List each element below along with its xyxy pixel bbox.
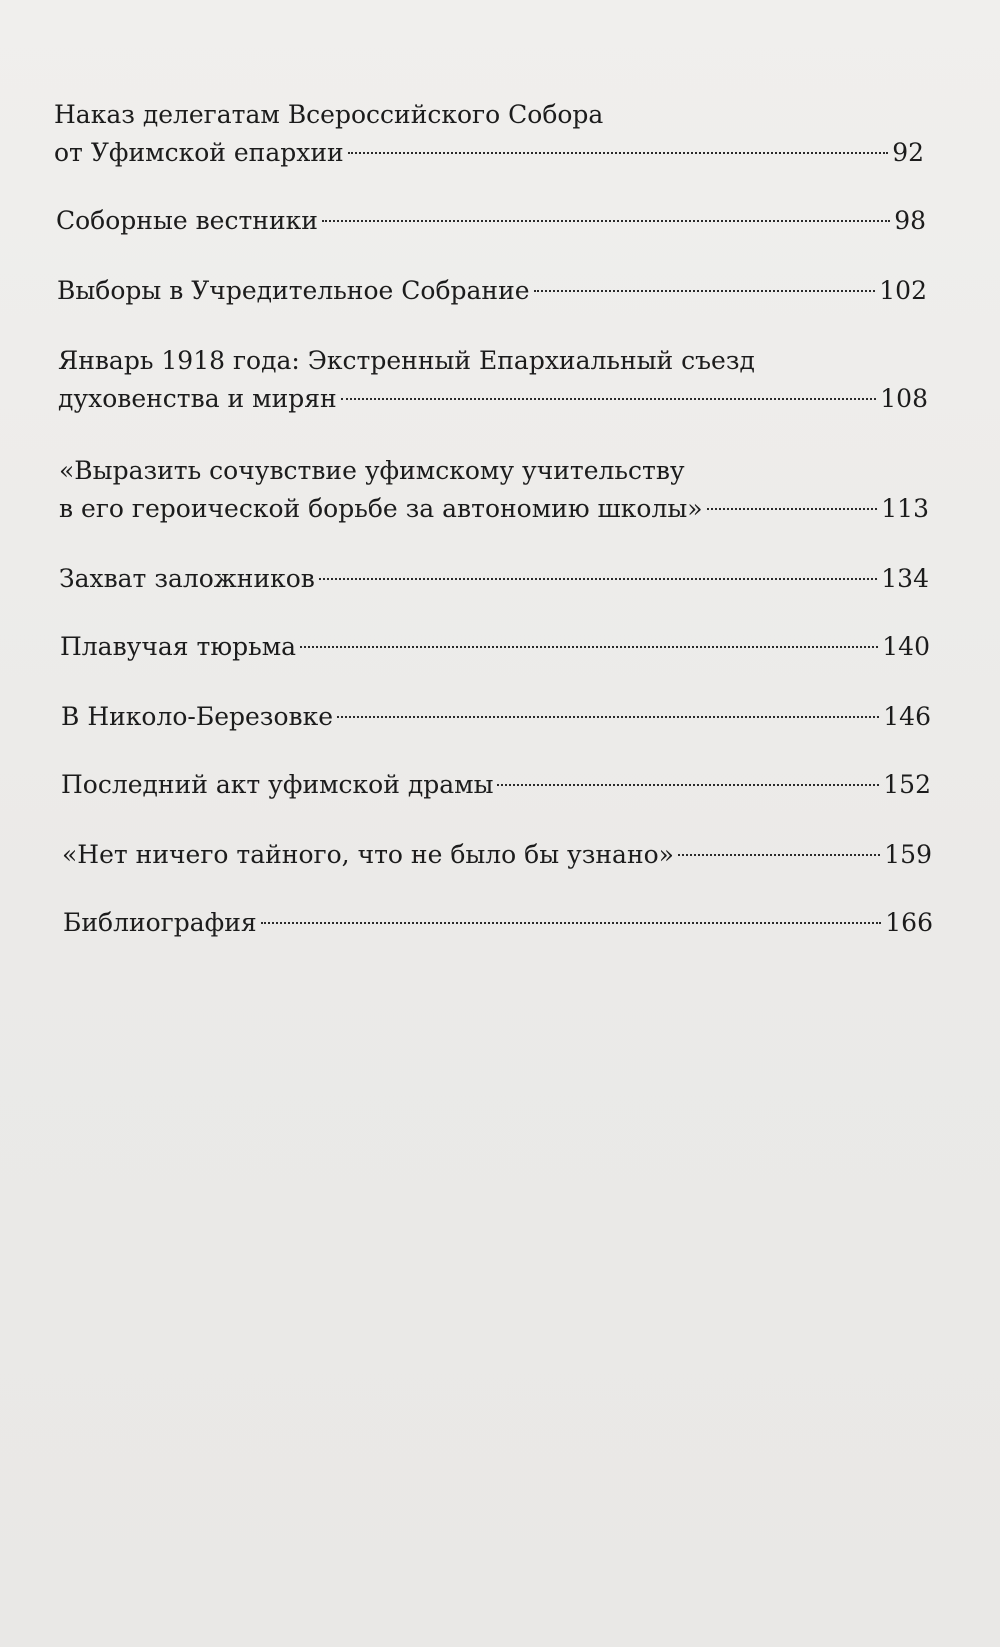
- toc-entry: [61, 766, 931, 804]
- toc-page-number: 113: [881, 494, 929, 523]
- dot-leader: [534, 290, 876, 292]
- dot-leader: [337, 716, 879, 718]
- dot-leader: [707, 508, 878, 510]
- dot-leader: [678, 854, 880, 856]
- toc-page-number: 102: [879, 276, 927, 305]
- toc-entry-title: В Николо-Березовке: [61, 702, 333, 731]
- toc-page-number: 146: [883, 702, 931, 731]
- toc-entry: [57, 272, 927, 310]
- toc-page-number: 166: [885, 908, 933, 937]
- toc-entry-title: Последний акт уфимской драмы: [61, 770, 494, 799]
- toc-entry-title-line1: Январь 1918 года: Экстренный Епархиальный съезд: [58, 346, 755, 375]
- toc-page-number: 152: [883, 770, 931, 799]
- toc-entry: [60, 628, 930, 666]
- toc-entry: [59, 452, 929, 528]
- dot-leader: [348, 152, 889, 154]
- toc-entry-title: «Нет ничего тайного, что не было бы узнано»: [62, 840, 674, 869]
- toc-entry: [59, 560, 929, 598]
- toc-entry-title: Соборные вестники: [56, 206, 318, 235]
- toc-page-number: 92: [892, 138, 924, 167]
- toc-page-number: 159: [884, 840, 932, 869]
- toc-entry-title-line2: от Уфимской епархии: [54, 138, 344, 167]
- toc-entry-title-line1: Наказ делегатам Всероссийского Собора: [54, 100, 604, 129]
- toc-entry-title-line1: «Выразить сочувствие уфимскому учительству: [59, 456, 685, 485]
- toc-page-number: 98: [894, 206, 926, 235]
- toc-entry: [61, 698, 931, 736]
- toc-entry: [63, 904, 933, 942]
- toc-entry: [54, 96, 924, 172]
- dot-leader: [300, 646, 878, 648]
- dot-leader: [322, 220, 890, 222]
- dot-leader: [341, 398, 877, 400]
- toc-entry-title-line2: в его героической борьбе за автономию школы»: [59, 494, 703, 523]
- dot-leader: [497, 784, 879, 786]
- toc-entry-title: Плавучая тюрьма: [60, 632, 297, 661]
- toc-page-number: 140: [882, 632, 930, 661]
- toc-entry-title: Выборы в Учредительное Собрание: [57, 276, 530, 305]
- toc-entry-title: Захват заложников: [59, 564, 315, 593]
- dot-leader: [261, 922, 882, 924]
- toc-entry-title-line2: духовенства и мирян: [58, 384, 337, 413]
- dot-leader: [319, 578, 877, 580]
- toc-entry: [58, 342, 928, 418]
- toc-page-number: 134: [881, 564, 929, 593]
- toc-entry: [62, 836, 932, 874]
- toc-entry-title: Библиография: [63, 908, 257, 937]
- toc-entry: [56, 202, 926, 240]
- toc-page-number: 108: [880, 384, 928, 413]
